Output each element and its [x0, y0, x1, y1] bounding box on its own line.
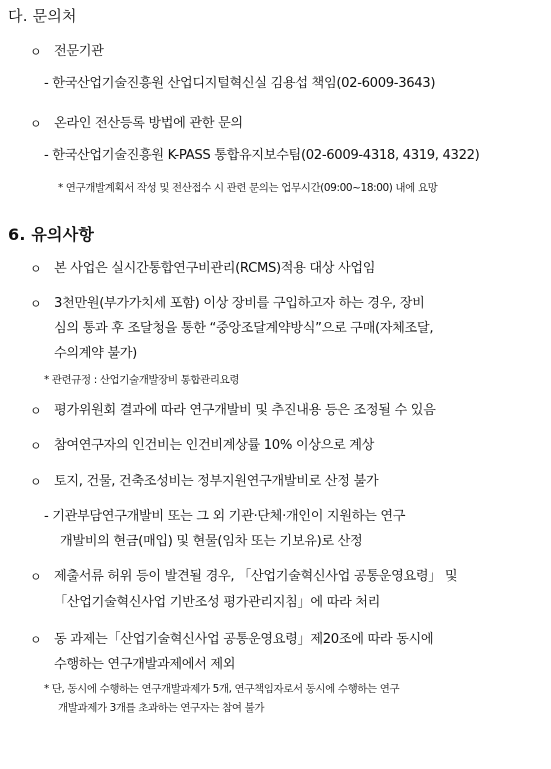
note-equipment-regulation: * 관련규정 : 산업기술개발장비 통합관리요령 — [44, 374, 240, 386]
contact-label-online: 온라인 전산등록 방법에 관한 문의 — [54, 116, 243, 131]
note-concurrent-limit-line-2: 개발과제가 3개를 초과하는 연구자는 참여 불가 — [58, 702, 265, 714]
note-land-building-sub-1: - 기관부담연구개발비 또는 그 외 기관·단체·개인이 지원하는 연구 — [44, 509, 406, 524]
bullet-icon: ㅇ — [30, 297, 42, 311]
contact-detail-online: - 한국산업기술진흥원 K-PASS 통합유지보수팀(02-6009-4318, 4319, 4322) — [44, 148, 480, 163]
bullet-icon: ㅇ — [30, 45, 42, 59]
note-false-documents-line-1: 제출서류 허위 등이 발견될 경우, 「산업기술혁신사업 공통운영요령」 및 — [54, 569, 458, 584]
note-concurrent-limit-line-1: * 단, 동시에 수행하는 연구개발과제가 5개, 연구책임자로서 동시에 수행하는 연구 — [44, 683, 400, 695]
bullet-icon: ㅇ — [30, 633, 42, 647]
contact-label-agency: 전문기관 — [54, 44, 104, 59]
bullet-icon: ㅇ — [30, 570, 42, 584]
bullet-icon: ㅇ — [30, 404, 42, 418]
bullet-icon: ㅇ — [30, 475, 42, 489]
note-concurrent-projects-line-1: 동 과제는「산업기술혁신사업 공통운영요령」제20조에 따라 동시에 — [54, 632, 434, 647]
note-personnel-cost: 참여연구자의 인건비는 인건비계상률 10% 이상으로 계상 — [54, 438, 375, 453]
note-equipment-line-3: 수의계약 불가) — [54, 346, 137, 361]
note-equipment-line-1: 3천만원(부가가치세 포함) 이상 장비를 구입하고자 하는 경우, 장비 — [54, 296, 425, 311]
bullet-icon: ㅇ — [30, 117, 42, 131]
contact-note-hours: * 연구개발계획서 작성 및 전산접수 시 관련 문의는 업무시간(09:00~18:00) 내에 요망 — [58, 182, 438, 194]
note-land-building-sub-2: 개발비의 현금(매입) 및 현물(임차 또는 기보유)로 산정 — [60, 534, 363, 549]
section-title-contacts: 다. 문의처 — [8, 7, 77, 25]
note-land-building: 토지, 건물, 건축조성비는 정부지원연구개발비로 산정 불가 — [54, 474, 379, 489]
note-rcms: 본 사업은 실시간통합연구비관리(RCMS)적용 대상 사업임 — [54, 261, 376, 276]
section-title-notes: 6. 유의사항 — [8, 225, 95, 244]
note-evaluation: 평가위원회 결과에 따라 연구개발비 및 추진내용 등은 조정될 수 있음 — [54, 403, 436, 418]
note-equipment-line-2: 심의 통과 후 조달청을 통한 “중앙조달계약방식”으로 구매(자체조달, — [54, 321, 434, 336]
note-false-documents-line-2: 「산업기술혁신사업 기반조성 평가관리지침」에 따라 처리 — [54, 595, 380, 610]
bullet-icon: ㅇ — [30, 439, 42, 453]
contact-detail-agency: - 한국산업기술진흥원 산업디지털혁신실 김용섭 책임(02-6009-3643) — [44, 76, 436, 91]
bullet-icon: ㅇ — [30, 262, 42, 276]
note-concurrent-projects-line-2: 수행하는 연구개발과제에서 제외 — [54, 657, 236, 672]
